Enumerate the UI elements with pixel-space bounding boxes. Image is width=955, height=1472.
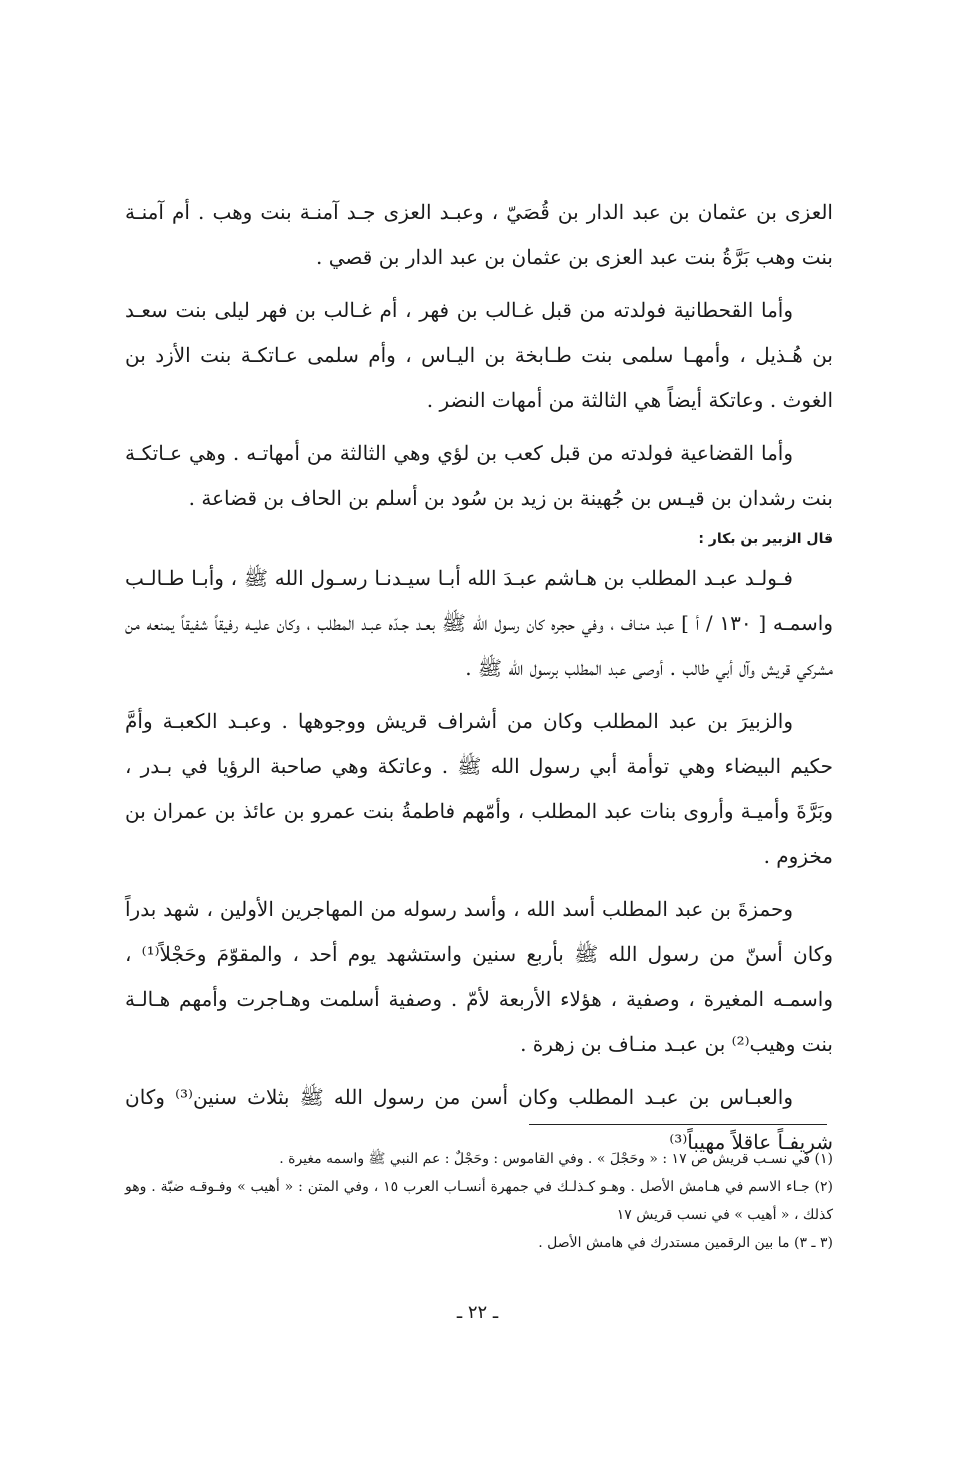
- section-heading: قال الزبير بن بكار :: [698, 531, 833, 547]
- footnote-separator: [529, 1124, 827, 1125]
- footnote-2: (٢) جـاء الاسم في هـامش الأصل . وهـو كـذلـك في جمهرة أنسـاب العرب ١٥ ، وفي المتن : « أهيب » وفـوقـه ضبّة . وهو كذلك ، « أهيب » في نسب قريش ١٧: [125, 1179, 833, 1223]
- paragraph-abdulmuttalib-sons: فـولـد عبـد المطلب بن هـاشم عبـدَ الله أبـا سيـدنـا رسـول الله ﷺ ، وأبـا طـالـب واسمـه [ ١٣٠ / أ ] عبد منـاف ، وفي حجره كان رسول الله ﷺ بعـد جـدّه عبـد المطلب ، وكان عليـه رفيقاً شفيقاً يمنعه من مشركي قريش وآل أبي طالب . أوصى عبد المطلب برسول الله ﷺ .: [125, 566, 833, 680]
- footnotes: [125, 1145, 833, 1257]
- footnote-1: (١) في نسـب قريش ص ١٧ : « وحَجْلَ » . وفي القاموس : وحَجْلٌ : عم النبي ﷺ واسمه مغيرة .: [279, 1151, 833, 1167]
- main-text-bottom: [125, 528, 833, 1165]
- paragraph-qudaiya: وأما القضاعية فولدته من قبل كعب بن لؤي وهي الثالثة من أمهاتـه . وهي عـاتكـة بنت رشدان بن قيـس بن جُهينة بن زيد بن سُود بن أسلم بن الحاف بن قضاعة .: [125, 441, 833, 510]
- paragraph-zubair: والزبيرَ بن عبد المطلب وكان من أشراف قريش ووجوهها . وعبـد الكعبـة وأمَّ حكيم البيضاء وهي توأمة أبي رسول الله ﷺ . وعاتكة وهي صاحبة الرؤيا في بـدر ، وبَرَّةَ وأميـة وأروى بنات عبد المطلب ، وأمّهم فاطمةُ بنت عمرو بن عائذ بن عمران بن مخزوم .: [125, 709, 834, 868]
- page-number: ـ ٢٢ ـ: [456, 1302, 499, 1323]
- main-text-top: [125, 190, 833, 521]
- paragraph-genealogy-amina: العزى بن عثمان بن عبد الدار بن قُصَيّ ، وعبـد العزى جـد آمنـة بنت وهب . أم آمنـة بنت وهب بَرَّةُ بنت عبد العزى بن عثمان بن عبد الدار بن قصي .: [125, 200, 833, 269]
- paragraph-abbas: والعبـاس بن عبـد المطلب وكان أسن من رسول الله ﷺ بثلاث سنين⁽³⁾ وكان شريفـاً عاقلاً مهيباً⁽³⁾: [125, 1085, 833, 1154]
- paragraph-hamza: وحمزةَ بن عبد المطلب أسد الله ، وأسد رسوله من المهاجرين الأولين ، شهد بدراً وكان أسنّ من رسول الله ﷺ بأربع سنين واستشهد يوم أحد ، والمقوّمَ وحَجْلاً⁽¹⁾ ، واسمـه المغيرة ، وصفية ، هؤلاء الأربعة لأمّ . وصفية أسلمت وهـاجرت وأمهم هـالـة بنت وهيب⁽²⁾ بن عبـد منـاف بن زهرة .: [125, 897, 833, 1056]
- paragraph-qahtaniya: وأما القحطانية فولدته من قبل غـالب بن فهر ، أم غـالب بن فهر ليلى بنت سعـد بن هُـذيل ، وأمهـا سلمى بنت طـابخة بن اليـاس ، وأم سلمى عـاتكـة بنت الأزد بن الغوث . وعاتكة أيضاً هي الثالثة من أمهات النضر .: [125, 298, 833, 412]
- footnote-3: (٣ ـ ٣) ما بين الرقمين مستدرك في هامش الأصل .: [538, 1235, 833, 1251]
